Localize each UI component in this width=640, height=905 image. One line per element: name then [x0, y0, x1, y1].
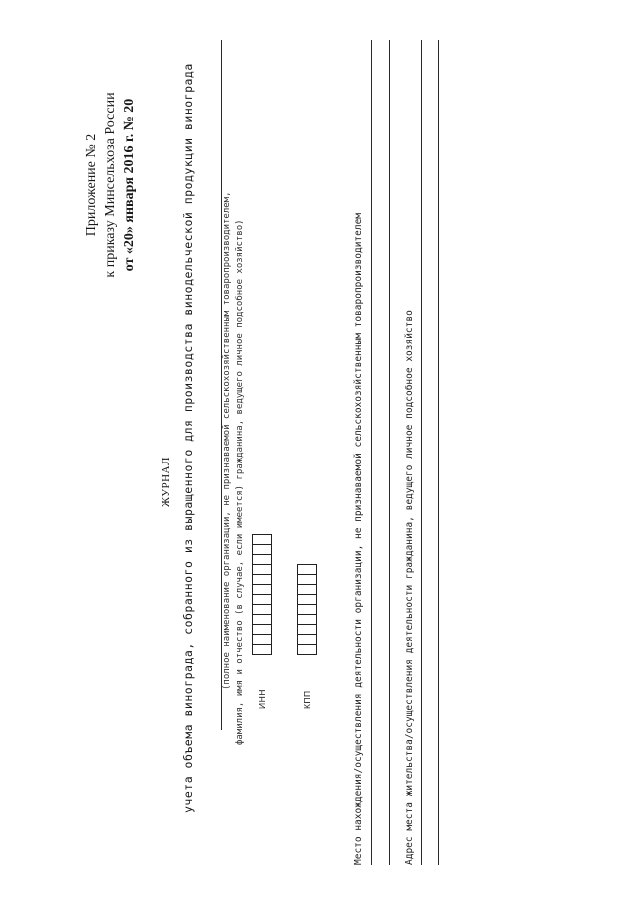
kpp-digit-box[interactable] — [297, 644, 317, 655]
inn-digit-box[interactable] — [252, 614, 272, 625]
kpp-boxes — [297, 565, 317, 655]
order-reference: к приказу Минсельхоза России — [103, 92, 118, 278]
inn-digit-box[interactable] — [252, 594, 272, 605]
journal-subtitle: учета объема винограда, собранного из выращенного для производства винодельческой продукции винограда — [181, 63, 195, 813]
approval-block — [82, 65, 139, 305]
order-date: от «20» января 2016 г. № 20 — [122, 98, 137, 272]
inn-digit-box[interactable] — [252, 584, 272, 595]
inn-digit-box[interactable] — [252, 644, 272, 655]
appendix-number: Приложение № 2 — [84, 133, 99, 237]
kpp-digit-box[interactable] — [297, 604, 317, 615]
inn-boxes — [252, 535, 272, 655]
inn-digit-box[interactable] — [252, 554, 272, 565]
inn-digit-box[interactable] — [252, 624, 272, 635]
journal-title: ЖУРНАЛ — [160, 457, 172, 507]
kpp-digit-box[interactable] — [297, 614, 317, 625]
inn-digit-box[interactable] — [252, 544, 272, 555]
kpp-digit-box[interactable] — [297, 574, 317, 585]
inn-digit-box[interactable] — [252, 574, 272, 585]
inn-digit-box[interactable] — [252, 604, 272, 615]
address-line-2[interactable] — [438, 40, 439, 865]
inn-digit-box[interactable] — [252, 534, 272, 545]
location-label: Место нахождения/осуществления деятельности организации, не признаваемой сельскохозяйственным товаропроизводителем — [353, 212, 364, 865]
kpp-label: КПП — [302, 690, 312, 709]
address-line-1[interactable] — [421, 40, 422, 865]
kpp-digit-box[interactable] — [297, 584, 317, 595]
location-line-1[interactable] — [371, 40, 372, 865]
kpp-digit-box[interactable] — [297, 564, 317, 575]
kpp-digit-box[interactable] — [297, 634, 317, 645]
kpp-digit-box[interactable] — [297, 594, 317, 605]
inn-digit-box[interactable] — [252, 564, 272, 575]
inn-label: ИНН — [257, 689, 267, 709]
kpp-digit-box[interactable] — [297, 624, 317, 635]
organization-caption-line1: (полное наименование организации, не признаваемой сельскохозяйственным товаропроизводителем, — [222, 191, 232, 690]
inn-digit-box[interactable] — [252, 634, 272, 645]
location-line-2[interactable] — [389, 40, 390, 865]
organization-caption-line2: фамилия, имя и отчество (в случае, если имеется) гражданина, ведущего личное подсобное хозяйство) — [235, 219, 245, 745]
address-label: Адрес места жительства/осуществления деятельности гражданина, ведущего личное подсобное хозяйство — [404, 310, 415, 865]
